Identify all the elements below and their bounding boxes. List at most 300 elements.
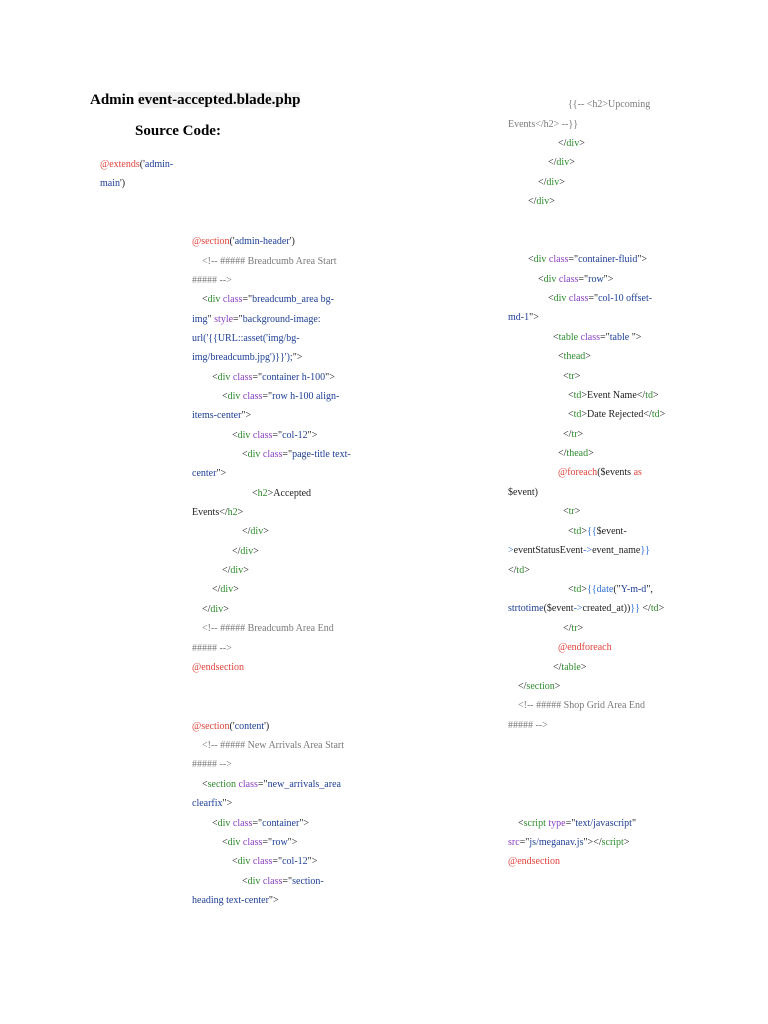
- code-token: class: [558, 274, 579, 285]
- left-code-line: [100, 178, 125, 190]
- right-code-line: [563, 371, 580, 383]
- code-token: tr: [571, 429, 578, 440]
- right-code-line: [508, 856, 560, 868]
- code-token: div: [533, 254, 547, 265]
- code-token: }}: [640, 545, 650, 556]
- code-token: =": [252, 372, 263, 383]
- code-token: </: [553, 662, 562, 673]
- code-token: =": [282, 449, 293, 460]
- code-token: js/meganav.js: [529, 837, 584, 848]
- right-code-line: [558, 351, 591, 363]
- code-token: strtotime: [508, 603, 544, 614]
- code-token: Events</: [192, 507, 228, 518]
- left-code-line: [212, 818, 309, 830]
- code-token: =": [578, 274, 589, 285]
- code-token: >: [588, 448, 594, 459]
- code-token: <: [242, 449, 248, 460]
- code-token: as: [633, 467, 642, 478]
- code-token: =": [272, 430, 283, 441]
- code-token: {{date: [587, 584, 614, 595]
- code-token: row h-100 align-: [272, 391, 340, 402]
- code-token: <!-- ##### Breadcumb Area Start: [202, 256, 337, 267]
- code-token: @section: [192, 721, 230, 732]
- code-token: ##### -->: [508, 720, 548, 731]
- code-token: ">: [603, 274, 614, 285]
- code-token: class: [548, 254, 569, 265]
- right-code-line: [508, 565, 530, 577]
- right-code-line: [568, 409, 665, 421]
- code-token: ->: [573, 603, 583, 614]
- code-token: class: [238, 779, 258, 790]
- code-token: style: [214, 314, 234, 325]
- code-token: =": [565, 818, 576, 829]
- right-code-line: [563, 429, 583, 441]
- code-token: div: [230, 565, 244, 576]
- code-token: <: [563, 506, 569, 517]
- right-code-line: [508, 312, 539, 324]
- code-token: =": [600, 332, 610, 343]
- code-token: class: [568, 293, 589, 304]
- code-token: (': [139, 159, 145, 170]
- code-token: items-center: [192, 410, 242, 421]
- code-token: div: [207, 294, 221, 305]
- code-token: ">: [637, 254, 648, 265]
- left-code-line: [242, 876, 324, 888]
- code-token: >: [508, 545, 514, 556]
- code-token: >: [585, 351, 591, 362]
- left-code-line: [192, 314, 321, 326]
- code-token: md-1: [508, 312, 530, 323]
- right-code-line: [568, 99, 650, 111]
- code-token: tr: [568, 506, 575, 517]
- left-code-line: [202, 740, 344, 752]
- left-code-line: [192, 352, 302, 364]
- code-token: content: [234, 721, 265, 732]
- code-token: </: [202, 604, 211, 615]
- code-token: @endforeach: [558, 642, 612, 653]
- code-token: @foreach: [558, 467, 598, 478]
- code-token: @endsection: [508, 856, 560, 867]
- code-token: >: [659, 409, 666, 420]
- right-code-line: [508, 487, 538, 499]
- code-token: <: [212, 818, 218, 829]
- code-token: ": [631, 818, 637, 829]
- code-token: </: [232, 546, 241, 557]
- code-token: @section: [192, 236, 230, 247]
- left-code-line: [242, 526, 269, 538]
- code-token: class: [262, 876, 283, 887]
- left-code-line: [252, 488, 311, 500]
- code-token: img/breadcumb.jpg')}}');: [192, 352, 293, 363]
- code-token: </: [222, 565, 231, 576]
- right-code-line: [568, 390, 659, 402]
- code-token: src: [508, 837, 520, 848]
- code-token: row: [272, 837, 288, 848]
- code-token: tr: [571, 623, 578, 634]
- left-code-line: [232, 856, 317, 868]
- code-token: class: [252, 430, 273, 441]
- code-token: (': [229, 236, 235, 247]
- left-code-line: [202, 604, 229, 616]
- right-code-line: [508, 837, 629, 849]
- code-token: >: [577, 623, 584, 634]
- code-token: ##### -->: [192, 275, 232, 286]
- code-token: container h-100: [262, 372, 326, 383]
- code-token: =": [272, 856, 283, 867]
- code-token: <: [518, 818, 524, 829]
- code-token: </: [548, 157, 557, 168]
- left-code-line: [232, 430, 317, 442]
- code-token: >: [577, 429, 584, 440]
- code-token: >: [233, 584, 239, 595]
- left-code-line: [192, 333, 300, 345]
- right-code-line: [528, 254, 647, 266]
- code-token: '): [120, 178, 126, 189]
- code-token: =": [262, 837, 273, 848]
- code-token: col-12: [282, 430, 308, 441]
- code-token: <: [553, 332, 559, 343]
- code-token: <: [202, 294, 208, 305]
- code-token: col-10 offset-: [598, 293, 653, 304]
- code-token: div: [217, 372, 231, 383]
- code-token: table: [561, 662, 581, 673]
- code-token: <: [568, 526, 574, 537]
- code-token: </: [639, 603, 651, 614]
- code-token: =": [519, 837, 530, 848]
- left-code-line: [202, 294, 334, 306]
- code-token: tr: [568, 371, 575, 382]
- code-token: background-image:: [242, 314, 321, 325]
- code-token: '): [289, 236, 295, 247]
- code-token: Events</h2> --}}: [508, 119, 579, 130]
- code-token: class: [222, 294, 243, 305]
- code-token: >: [658, 603, 665, 614]
- right-code-line: [518, 818, 636, 830]
- code-token: h2: [227, 507, 238, 518]
- code-token: {{: [587, 526, 597, 537]
- code-token: class: [262, 449, 283, 460]
- code-token: >: [580, 662, 587, 673]
- right-code-line: [508, 603, 664, 615]
- left-code-line: [202, 256, 337, 268]
- code-token: div: [220, 584, 234, 595]
- code-token: <: [252, 488, 258, 499]
- code-token: ">: [529, 312, 539, 323]
- right-code-line: [548, 293, 652, 305]
- code-token: div: [237, 856, 251, 867]
- code-token: ">: [325, 372, 335, 383]
- code-token: ##### -->: [192, 643, 232, 654]
- code-token: >Event Name</: [581, 390, 646, 401]
- code-token: created_at)): [582, 603, 631, 614]
- code-token: script: [601, 837, 624, 848]
- code-token: @extends: [100, 159, 140, 170]
- code-token: (": [613, 584, 621, 595]
- code-token: type: [548, 818, 566, 829]
- code-token: ">: [307, 856, 318, 867]
- code-token: class: [232, 372, 253, 383]
- code-token: text/javascript: [575, 818, 632, 829]
- code-token: >: [559, 177, 565, 188]
- code-token: <: [528, 254, 534, 265]
- code-token: <: [242, 876, 248, 887]
- code-token: >: [253, 546, 259, 557]
- code-token: div: [556, 157, 570, 168]
- left-code-line: [192, 468, 226, 480]
- code-token: }}: [630, 603, 640, 614]
- code-token: admin-header: [234, 236, 290, 247]
- code-token: div: [250, 526, 264, 537]
- code-token: div: [247, 876, 261, 887]
- code-token: thead: [563, 351, 586, 362]
- code-token: $event-: [596, 526, 627, 537]
- code-token: <: [232, 856, 238, 867]
- code-token: <: [563, 371, 569, 382]
- left-code-line: [192, 721, 269, 733]
- code-token: container: [262, 818, 300, 829]
- code-token: col-12: [282, 856, 308, 867]
- code-token: h2: [257, 488, 268, 499]
- code-token: $event): [508, 487, 538, 498]
- code-token: >: [524, 565, 530, 576]
- code-token: <: [222, 837, 228, 848]
- code-token: <!-- ##### New Arrivals Area Start: [202, 740, 344, 751]
- left-code-line: [212, 584, 239, 596]
- code-token: =": [252, 818, 263, 829]
- left-code-line: [222, 837, 297, 849]
- code-token: </: [212, 584, 221, 595]
- left-code-line: [192, 410, 251, 422]
- code-token: ##### -->: [192, 759, 232, 770]
- code-token: >: [237, 507, 244, 518]
- code-token: td: [650, 603, 659, 614]
- code-token: ">: [241, 410, 252, 421]
- right-code-line: [558, 448, 594, 460]
- left-code-line: [222, 565, 249, 577]
- code-token: div: [237, 430, 251, 441]
- code-token: heading text-center: [192, 895, 269, 906]
- code-token: >: [574, 506, 581, 517]
- right-code-line: [558, 642, 612, 654]
- code-token: '): [264, 721, 270, 732]
- right-code-line: [568, 526, 627, 538]
- left-code-line: [192, 507, 243, 519]
- left-code-line: [192, 275, 232, 287]
- code-token: >: [243, 565, 249, 576]
- code-token: <: [568, 584, 574, 595]
- code-token: eventStatusEvent: [513, 545, 584, 556]
- code-token: >: [263, 526, 269, 537]
- right-code-line: [508, 720, 548, 732]
- code-token: <: [548, 293, 554, 304]
- code-token: new_arrivals_area: [267, 779, 341, 790]
- code-token: =": [282, 876, 293, 887]
- left-code-line: [202, 623, 334, 635]
- code-token: >: [569, 157, 575, 168]
- left-code-line: [192, 643, 232, 655]
- code-token: div: [227, 391, 241, 402]
- code-token: <: [202, 779, 208, 790]
- code-token: td: [651, 409, 660, 420]
- code-token: >: [574, 371, 581, 382]
- right-code-line: [563, 506, 580, 518]
- left-code-line: [242, 449, 351, 461]
- code-token: event_name: [592, 545, 641, 556]
- code-token: </: [538, 177, 547, 188]
- code-token: div: [210, 604, 224, 615]
- code-token: <: [568, 409, 574, 420]
- right-code-line: [563, 623, 583, 635]
- title-filename: event-accepted.blade.php: [137, 92, 301, 108]
- code-token: >: [579, 138, 585, 149]
- left-code-line: [202, 779, 341, 791]
- code-token: div: [553, 293, 567, 304]
- right-code-line: [548, 157, 575, 169]
- code-token: >: [581, 584, 588, 595]
- code-token: </: [508, 565, 517, 576]
- left-code-line: [192, 236, 295, 248]
- left-code-line: [192, 895, 279, 907]
- code-token: =": [257, 779, 268, 790]
- left-code-line: [222, 391, 339, 403]
- code-token: ">: [292, 352, 303, 363]
- code-token: <: [538, 274, 544, 285]
- code-token: >Accepted: [267, 488, 312, 499]
- code-token: page-title text-: [292, 449, 351, 460]
- code-token: (': [229, 721, 235, 732]
- code-token: <: [212, 372, 218, 383]
- code-token: div: [543, 274, 557, 285]
- code-token: td: [645, 390, 653, 401]
- code-token: section: [526, 681, 555, 692]
- code-token: table: [558, 332, 579, 343]
- code-token: >Date Rejected</: [581, 409, 652, 420]
- code-token: >: [554, 681, 561, 692]
- code-token: "></: [583, 837, 602, 848]
- code-token: ->: [583, 545, 593, 556]
- code-token: td: [573, 390, 582, 401]
- code-token: =": [233, 314, 243, 325]
- code-token: ">: [299, 818, 310, 829]
- code-token: class: [232, 818, 253, 829]
- code-token: div: [536, 196, 550, 207]
- left-code-line: [192, 662, 244, 674]
- code-token: </: [528, 196, 537, 207]
- code-token: class: [580, 332, 601, 343]
- right-code-line: [508, 119, 578, 131]
- code-token: container-fluid: [578, 254, 638, 265]
- code-token: url('{{URL::asset('img/bg-: [192, 333, 300, 344]
- code-token: ",: [646, 584, 653, 595]
- code-token: div: [227, 837, 241, 848]
- code-token: breadcumb_area bg-: [252, 294, 335, 305]
- code-token: </: [242, 526, 251, 537]
- code-token: clearfix: [192, 798, 223, 809]
- code-token: ($events: [597, 467, 634, 478]
- code-token: td: [516, 565, 525, 576]
- source-code-heading: Source Code:: [135, 123, 221, 139]
- code-token: </: [558, 138, 567, 149]
- page-title: [90, 92, 300, 109]
- left-code-line: [100, 159, 173, 171]
- code-token: td: [573, 584, 582, 595]
- code-token: row: [588, 274, 604, 285]
- code-token: <!-- ##### Breadcumb Area End: [202, 623, 334, 634]
- left-code-line: [192, 759, 232, 771]
- code-token: img: [192, 314, 208, 325]
- code-token: td: [573, 526, 582, 537]
- title-prefix: Admin: [90, 92, 138, 108]
- code-token: class: [242, 391, 263, 402]
- code-token: class: [242, 837, 263, 848]
- right-code-line: [558, 467, 642, 479]
- code-token: =": [588, 293, 599, 304]
- right-code-line: [568, 584, 653, 596]
- code-token: thead: [566, 448, 589, 459]
- right-code-line: [538, 177, 565, 189]
- code-token: >: [581, 526, 588, 537]
- code-token: >: [623, 837, 630, 848]
- code-token: div: [247, 449, 261, 460]
- code-token: <: [232, 430, 238, 441]
- code-token: ">: [307, 430, 318, 441]
- left-code-line: [192, 798, 232, 810]
- right-code-line: [518, 700, 645, 712]
- code-token: <: [568, 390, 574, 401]
- code-token: script: [523, 818, 546, 829]
- code-token: =": [262, 391, 273, 402]
- code-token: ">: [268, 895, 279, 906]
- right-code-line: [518, 681, 560, 693]
- right-code-line: [553, 662, 587, 674]
- code-token: section-: [292, 876, 324, 887]
- code-token: <: [222, 391, 228, 402]
- code-token: </: [558, 448, 567, 459]
- code-token: ">: [631, 332, 642, 343]
- code-token: ($event: [543, 603, 574, 614]
- code-token: @endsection: [192, 662, 244, 673]
- code-token: admin-: [144, 159, 174, 170]
- code-token: </: [563, 429, 572, 440]
- code-token: >: [223, 604, 229, 615]
- left-code-line: [232, 546, 259, 558]
- right-code-line: [558, 138, 585, 150]
- right-code-line: [553, 332, 641, 344]
- code-token: center: [192, 468, 217, 479]
- code-token: Y-m-d: [620, 584, 647, 595]
- code-token: ">: [287, 837, 298, 848]
- code-token: ">: [216, 468, 227, 479]
- code-token: <: [558, 351, 564, 362]
- code-token: =": [568, 254, 579, 265]
- code-token: =": [242, 294, 253, 305]
- code-token: <!-- ##### Shop Grid Area End: [518, 700, 646, 711]
- code-token: {{-- <h2>Upcoming: [568, 99, 651, 110]
- code-token: main: [100, 178, 120, 189]
- code-token: div: [240, 546, 254, 557]
- code-token: >: [549, 196, 555, 207]
- code-token: td: [573, 409, 582, 420]
- right-code-line: [508, 545, 650, 557]
- code-token: </: [563, 623, 572, 634]
- code-token: ": [207, 314, 215, 325]
- right-code-line: [528, 196, 555, 208]
- left-code-line: [212, 372, 335, 384]
- code-token: div: [566, 138, 580, 149]
- code-token: >: [652, 390, 659, 401]
- code-token: div: [546, 177, 560, 188]
- code-token: </: [518, 681, 527, 692]
